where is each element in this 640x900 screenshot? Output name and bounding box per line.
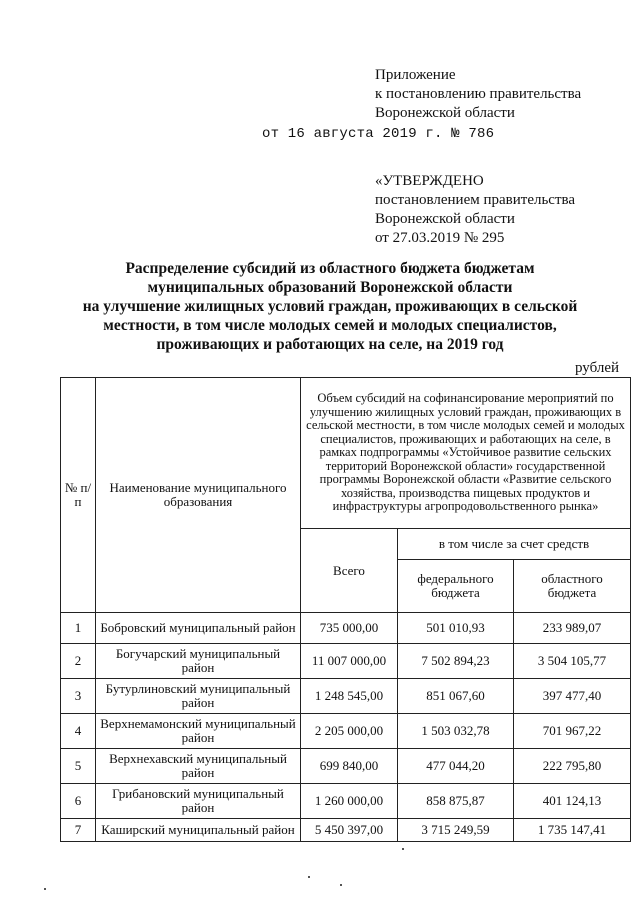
row-num: 6	[61, 784, 96, 819]
row-num: 4	[61, 714, 96, 749]
row-regional: 222 795,80	[514, 749, 631, 784]
header-num: № п/п	[61, 378, 96, 613]
appendix-block	[375, 66, 581, 123]
row-total: 1 260 000,00	[301, 784, 398, 819]
header-regional: областного бюджета	[514, 560, 631, 613]
row-federal: 501 010,93	[398, 613, 514, 644]
row-num: 2	[61, 644, 96, 679]
row-total: 2 205 000,00	[301, 714, 398, 749]
approved-block	[375, 172, 575, 248]
title-line: проживающих и работающих на селе, на 2019 год	[156, 336, 504, 353]
decree-date-line: от 16 августа 2019 г. № 786	[262, 126, 495, 142]
approved-line: от 27.03.2019 № 295	[375, 230, 505, 246]
table-row	[61, 679, 631, 714]
row-regional: 1 735 147,41	[514, 819, 631, 842]
table-header-row	[61, 378, 631, 529]
row-name: Бобровский муниципальный район	[96, 613, 301, 644]
subsidy-table	[60, 377, 631, 842]
row-federal: 858 875,87	[398, 784, 514, 819]
table-row	[61, 644, 631, 679]
table-row	[61, 784, 631, 819]
row-total: 735 000,00	[301, 613, 398, 644]
row-federal: 477 044,20	[398, 749, 514, 784]
row-total: 5 450 397,00	[301, 819, 398, 842]
row-total: 11 007 000,00	[301, 644, 398, 679]
table-row	[61, 749, 631, 784]
scan-speck	[402, 848, 404, 850]
row-federal: 1 503 032,78	[398, 714, 514, 749]
row-regional: 3 504 105,77	[514, 644, 631, 679]
row-name: Бутурлиновский муниципальный район	[96, 679, 301, 714]
document-title	[60, 259, 600, 354]
row-name: Верхнехавский муниципальный район	[96, 749, 301, 784]
row-regional: 701 967,22	[514, 714, 631, 749]
header-including: в том числе за счет средств	[398, 529, 631, 560]
scan-speck	[308, 876, 310, 878]
approved-line: постановлением правительства	[375, 192, 576, 208]
row-num: 7	[61, 819, 96, 842]
title-line: местности, в том числе молодых семей и молодых специалистов,	[103, 317, 557, 334]
appendix-line: Воронежской области	[375, 105, 515, 121]
title-line: Распределение субсидий из областного бюджета бюджетам	[125, 260, 535, 277]
row-regional: 397 477,40	[514, 679, 631, 714]
units-label: рублей	[575, 360, 620, 376]
row-name: Каширский муниципальный район	[96, 819, 301, 842]
scan-speck	[44, 888, 46, 890]
appendix-line: Приложение	[375, 67, 456, 83]
header-total: Всего	[301, 529, 398, 613]
row-name: Верхнемамонский муниципальный район	[96, 714, 301, 749]
header-federal: федерального бюджета	[398, 560, 514, 613]
table-row	[61, 819, 631, 842]
table-row	[61, 714, 631, 749]
scan-speck	[340, 884, 342, 886]
row-federal: 7 502 894,23	[398, 644, 514, 679]
header-name: Наименование муниципального образования	[96, 378, 301, 613]
row-num: 1	[61, 613, 96, 644]
row-num: 3	[61, 679, 96, 714]
row-regional: 233 989,07	[514, 613, 631, 644]
approved-line: Воронежской области	[375, 211, 515, 227]
row-name: Богучарский муниципальный район	[96, 644, 301, 679]
title-line: на улучшение жилищных условий граждан, проживающих в сельской	[82, 298, 578, 315]
approved-line: «УТВЕРЖДЕНО	[375, 173, 484, 189]
row-num: 5	[61, 749, 96, 784]
row-name: Грибановский муниципальный район	[96, 784, 301, 819]
row-federal: 851 067,60	[398, 679, 514, 714]
row-federal: 3 715 249,59	[398, 819, 514, 842]
title-line: муниципальных образований Воронежской области	[147, 279, 513, 296]
table-row	[61, 613, 631, 644]
appendix-line: к постановлению правительства	[375, 86, 582, 102]
row-total: 699 840,00	[301, 749, 398, 784]
header-volume: Объем субсидий на софинансирование мероприятий по улучшению жилищных условий граждан, проживающих в сельской местности, в том числе молодых семей и молодых специалистов, проживающих и работающих на селе, в рамках подпрограммы «Устойчивое развитие сельских территорий Воронежской области» государственной программы Воронежской области «Развитие сельского хозяйства, производства пищевых продуктов и инфраструктуры агропродовольственного рынка»	[301, 378, 631, 529]
row-regional: 401 124,13	[514, 784, 631, 819]
row-total: 1 248 545,00	[301, 679, 398, 714]
